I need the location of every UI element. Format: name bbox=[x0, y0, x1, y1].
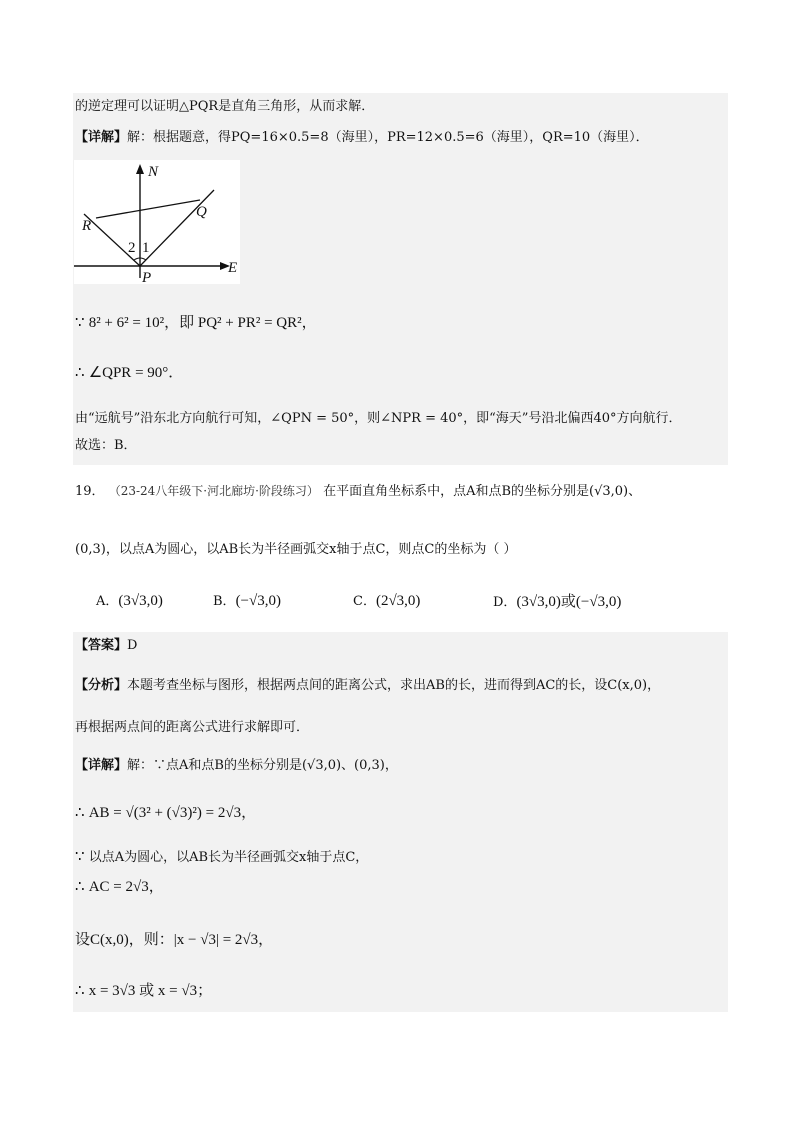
label-N: N bbox=[148, 164, 159, 180]
answer-line bbox=[75, 636, 137, 656]
therefore-symbol: ∴ bbox=[75, 363, 85, 381]
option-d-label: D． bbox=[493, 595, 517, 610]
question-19-line-1 bbox=[75, 481, 641, 502]
question-number: 19． bbox=[75, 484, 105, 499]
analysis-line-1 bbox=[75, 676, 660, 696]
option-b[interactable] bbox=[213, 590, 281, 610]
because-symbol: ∵ bbox=[75, 313, 85, 331]
figure-svg bbox=[74, 160, 240, 284]
label-P: P bbox=[142, 270, 152, 284]
question-source: （23-24八年级下·河北廊坊·阶段练习） bbox=[108, 484, 319, 498]
detail19-line-1 bbox=[75, 756, 398, 776]
option-d[interactable] bbox=[493, 590, 621, 611]
step-line-1 bbox=[75, 312, 317, 334]
option-b-label: B． bbox=[213, 594, 236, 609]
detail-text: 解：根据题意，得PQ=16×0.5=8（海里），PR=12×0.5=6（海里），QR=10（海里）． bbox=[127, 130, 649, 145]
question-19-line-2: (0,3)，以点A为圆心，以AB长为半径画弧交x轴于点C，则点C的坐标为（ ） bbox=[75, 542, 517, 557]
option-a-label: A． bbox=[96, 594, 119, 609]
therefore-symbol-4: ∴ bbox=[75, 981, 85, 999]
text-line-1: 的逆定理可以证明△PQR是直角三角形，从而求解． bbox=[75, 99, 375, 114]
detail19-tag: 【详解】 bbox=[75, 758, 128, 773]
answer-value: D bbox=[127, 638, 138, 653]
detail19-line-2 bbox=[75, 802, 256, 824]
detail19-text-1: 解：∵点A和点B的坐标分别是(√3,0)、(0,3)， bbox=[127, 758, 398, 773]
option-a-value: (3√3,0) bbox=[118, 593, 163, 609]
label-R: R bbox=[82, 218, 92, 234]
answer-tag: 【答案】 bbox=[75, 638, 128, 653]
option-d-value: (3√3,0)或(−√3,0) bbox=[516, 594, 622, 610]
detail19-text-6: x = 3√3 或 x = √3； bbox=[88, 983, 213, 999]
detail19-line-6 bbox=[75, 980, 212, 1002]
label-Q: Q bbox=[196, 204, 207, 220]
conclusion-line: 由“远航号”沿东北方向航行可知，∠QPN = 50°，则∠NPR = 40°，即“海天”号沿北偏西40°方向航行． bbox=[75, 411, 682, 426]
detail19-line-5 bbox=[75, 930, 273, 951]
step-line-2 bbox=[75, 362, 183, 384]
detail19-line-4 bbox=[75, 876, 164, 898]
option-b-value: (−√3,0) bbox=[235, 593, 281, 609]
detail19-text-2: AB = √(3² + (√3)²) = 2√3， bbox=[88, 805, 257, 821]
option-c-value: (2√3,0) bbox=[375, 593, 421, 609]
label-angle-1: 1 bbox=[142, 240, 150, 256]
detail-tag: 【详解】 bbox=[75, 130, 128, 145]
question-stem-1: 在平面直角坐标系中，点A和点B的坐标分别是(√3,0)、 bbox=[323, 484, 642, 499]
step2-text: ∠QPR = 90°． bbox=[88, 365, 184, 381]
analysis-line-2: 再根据两点间的距离公式进行求解即可． bbox=[75, 720, 310, 735]
choice-line: 故选：B． bbox=[75, 438, 137, 453]
because-symbol-2: ∵ bbox=[75, 847, 85, 865]
detail-line bbox=[75, 128, 649, 148]
analysis-tag: 【分析】 bbox=[75, 678, 128, 693]
step1-text: 8² + 6² = 10²，即 PQ² + PR² = QR²， bbox=[88, 315, 317, 331]
option-c-label: C． bbox=[353, 594, 376, 609]
label-E: E bbox=[228, 260, 238, 276]
geometry-figure bbox=[74, 160, 240, 284]
detail19-line-3 bbox=[75, 846, 368, 868]
detail19-text-4: AC = 2√3， bbox=[88, 879, 164, 895]
label-angle-2: 2 bbox=[128, 240, 136, 256]
therefore-symbol-2: ∴ bbox=[75, 803, 85, 821]
detail19-text-5: 设C(x,0)，则：|x − √3| = 2√3， bbox=[75, 932, 274, 948]
detail19-text-3: 以点A为圆心，以AB长为半径画弧交x轴于点C， bbox=[88, 850, 369, 865]
analysis-text-1: 本题考查坐标与图形，根据两点间的距离公式，求出AB的长，进而得到AC的长，设C(x,0)， bbox=[127, 678, 661, 693]
option-c[interactable] bbox=[353, 590, 420, 610]
option-a[interactable] bbox=[96, 590, 163, 610]
therefore-symbol-3: ∴ bbox=[75, 877, 85, 895]
